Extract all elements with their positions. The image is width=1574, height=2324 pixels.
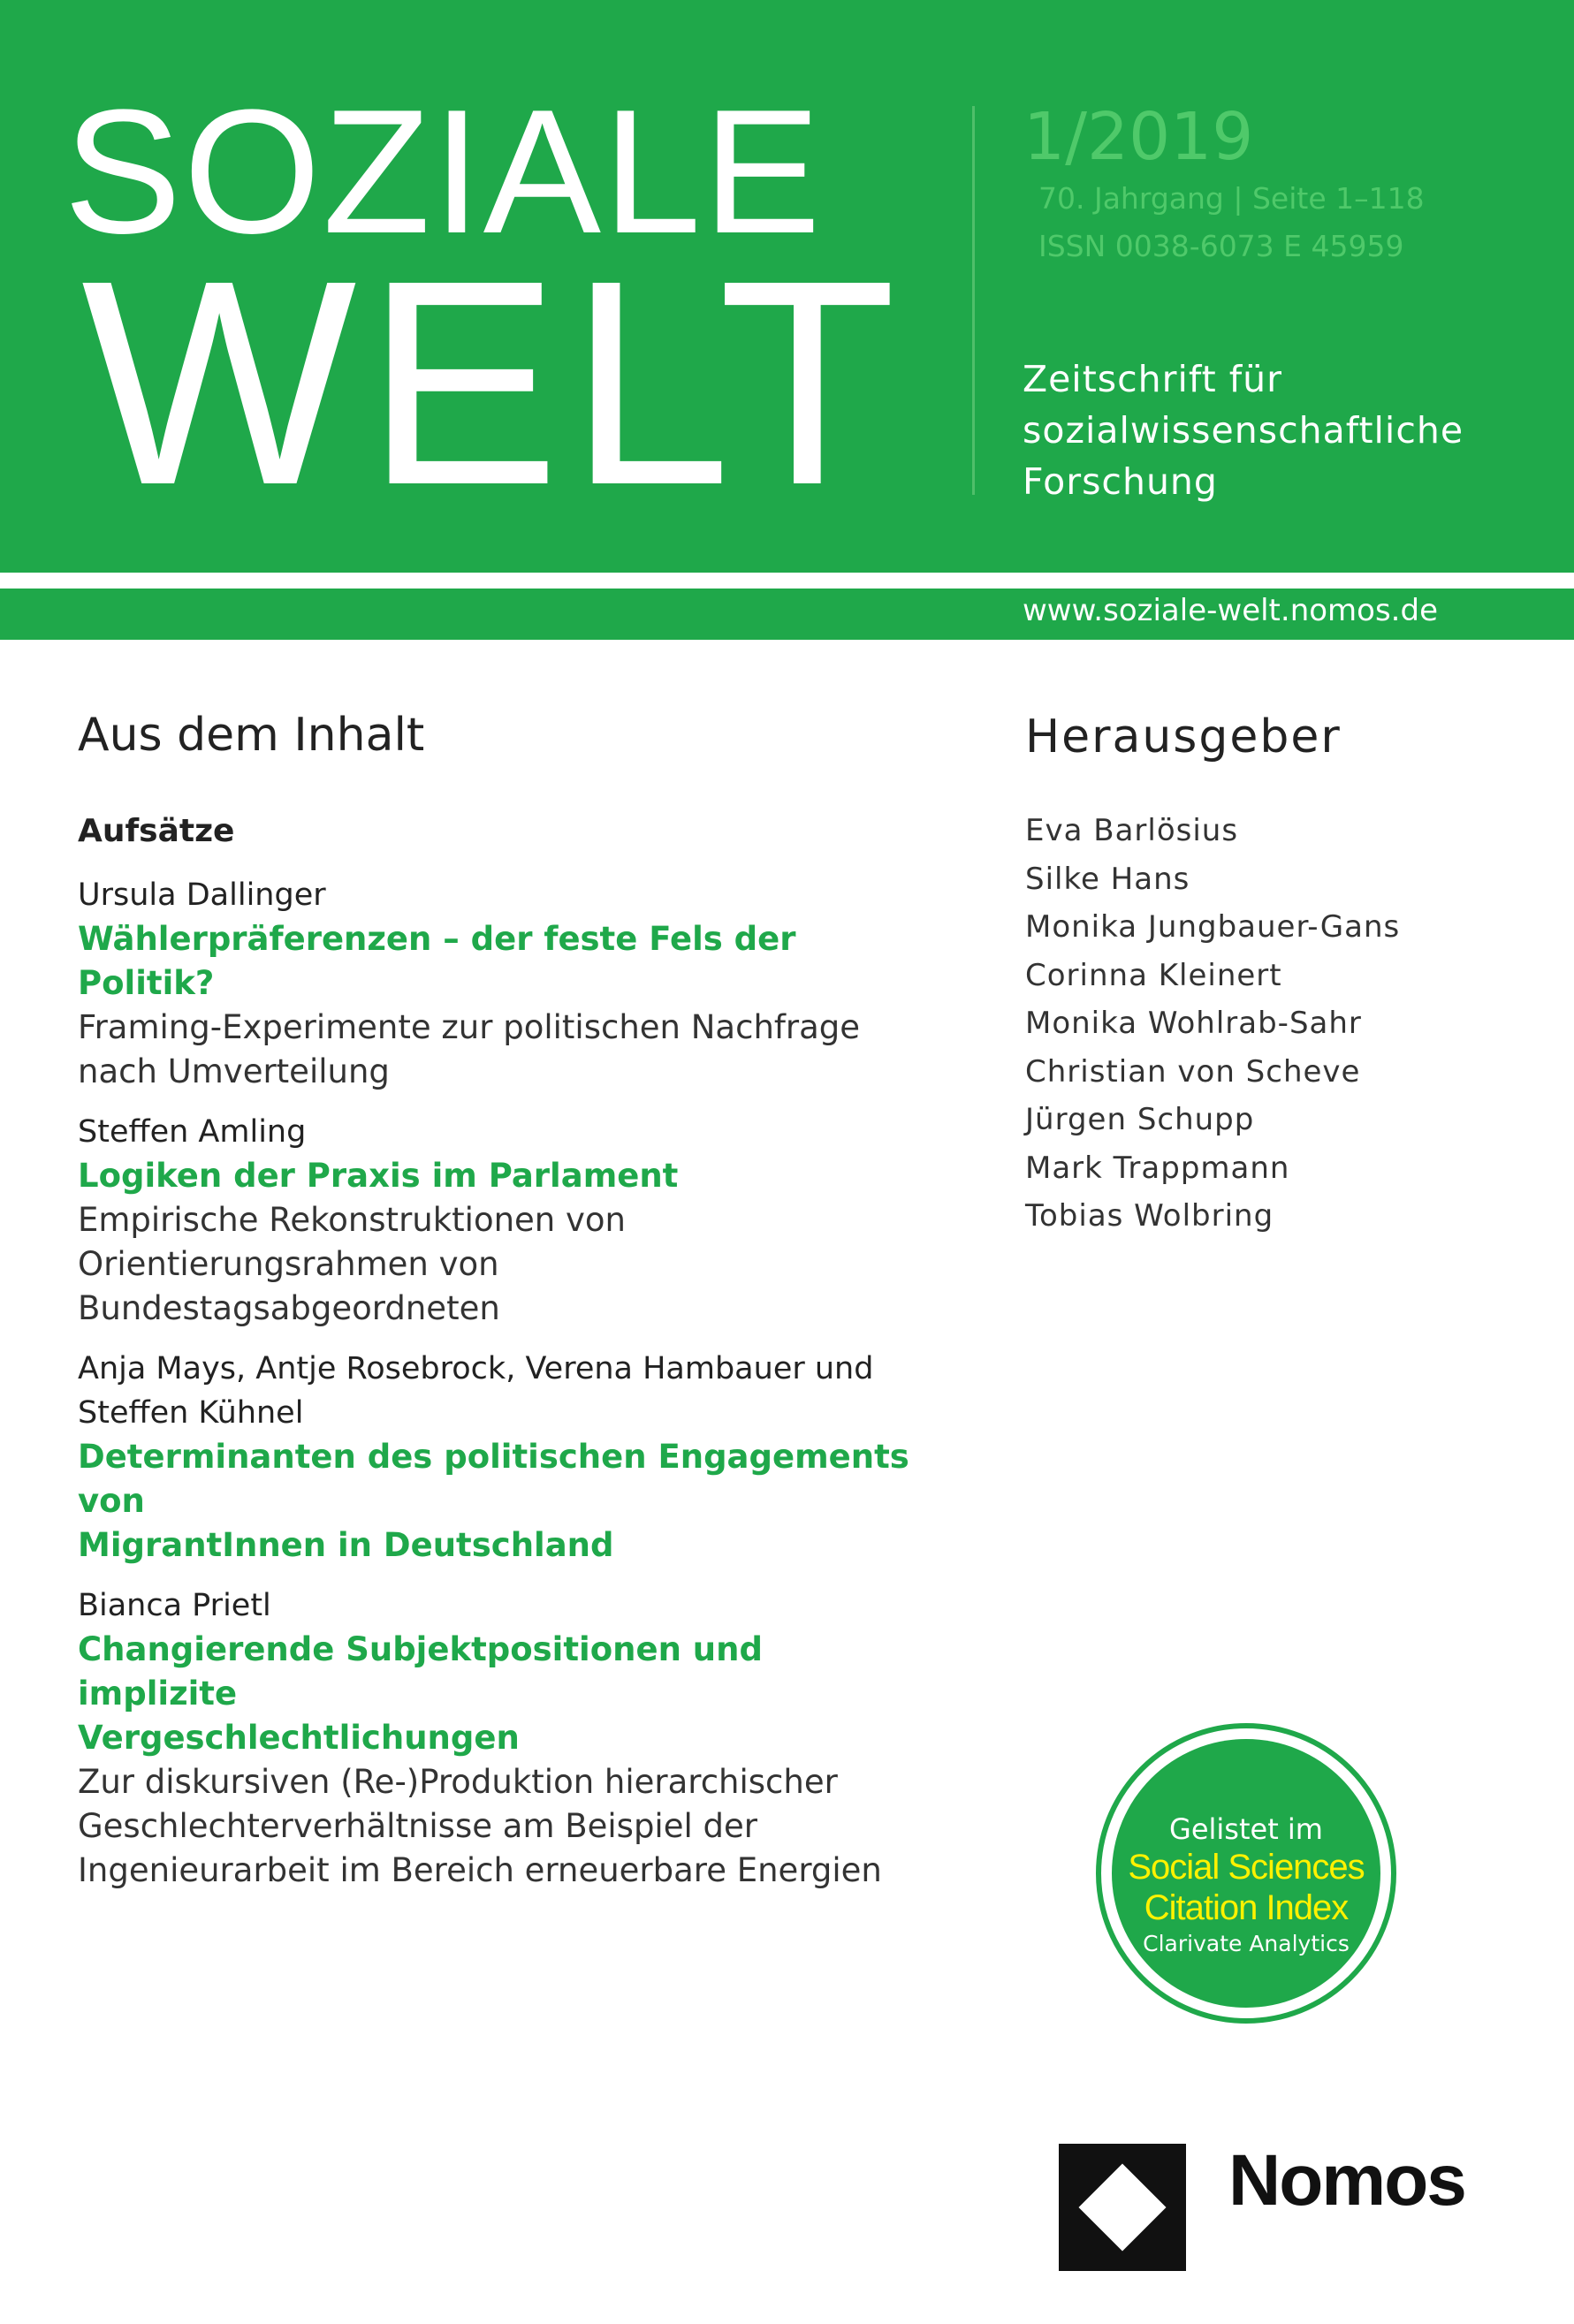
article-subtitle: Orientierungsrahmen von Bundestagsabgeordneten — [78, 1245, 500, 1327]
masthead — [0, 0, 1574, 573]
journal-subtitle — [1023, 353, 1553, 507]
ssci-badge-inner — [1112, 1739, 1380, 2008]
badge-line2: Social Sciences — [1128, 1848, 1365, 1887]
article-subtitle: Framing-Experimente zur politischen Nachfrage — [78, 1008, 861, 1046]
subtitle-line: Forschung — [1023, 460, 1218, 503]
article-subtitle: Ingenieurarbeit im Bereich erneuerbare Energien — [78, 1851, 882, 1889]
table-of-contents — [78, 809, 926, 1909]
article-entry — [78, 1584, 926, 1893]
editor-name: Mark Trappmann — [1025, 1150, 1290, 1186]
editors-heading: Herausgeber — [1025, 710, 1342, 763]
article-subtitle: nach Umverteilung — [78, 1052, 390, 1090]
article-subtitle: Geschlechterverhältnisse am Beispiel der — [78, 1807, 757, 1845]
article-title[interactable]: Vergeschlechtlichungen — [78, 1719, 520, 1757]
badge-line3: Citation Index — [1144, 1888, 1349, 1927]
issue-number: 1/2019 — [1023, 99, 1254, 175]
editor-name: Silke Hans — [1025, 861, 1190, 897]
article-author: Ursula Dallinger — [78, 877, 326, 913]
issn: ISSN 0038-6073 E 45959 — [1038, 229, 1404, 263]
editor-name: Jürgen Schupp — [1025, 1102, 1255, 1137]
subtitle-line: sozialwissenschaftliche — [1023, 409, 1464, 452]
publisher-name: Nomos — [1228, 2140, 1465, 2221]
article-list — [78, 873, 926, 1893]
diamond-shape — [1079, 2164, 1167, 2252]
article-author: Bianca Prietl — [78, 1588, 271, 1623]
article-title[interactable]: Determinanten des politischen Engagements von — [78, 1438, 909, 1520]
article-title[interactable]: Wählerpräferenzen – der feste Fels der Politik? — [78, 920, 796, 1002]
volume-pages: 70. Jahrgang | Seite 1–118 — [1038, 181, 1425, 216]
contents-heading: Aus dem Inhalt — [78, 709, 425, 762]
badge-line1: Gelistet im — [1169, 1812, 1323, 1846]
url-band — [0, 589, 1574, 640]
article-entry — [78, 1347, 926, 1568]
nomos-diamond-logo-icon — [1059, 2144, 1186, 2271]
article-entry — [78, 873, 926, 1094]
editor-name: Tobias Wolbring — [1025, 1198, 1274, 1234]
editor-name: Christian von Scheve — [1025, 1053, 1361, 1090]
article-subtitle: Zur diskursiven (Re-)Produktion hierarchischer — [78, 1763, 838, 1801]
journal-title-line2: WELT — [81, 219, 906, 545]
article-title[interactable]: MigrantInnen in Deutschland — [78, 1526, 614, 1564]
article-title[interactable]: Logiken der Praxis im Parlament — [78, 1157, 679, 1195]
ssci-badge — [1096, 1723, 1396, 2024]
article-subtitle: Empirische Rekonstruktionen von — [78, 1201, 626, 1239]
article-title[interactable]: Changierende Subjektpositionen und implizite — [78, 1630, 763, 1713]
editor-name: Monika Jungbauer-Gans — [1025, 909, 1401, 945]
section-label: Aufsätze — [78, 813, 235, 849]
subtitle-line: Zeitschrift für — [1023, 358, 1283, 400]
editor-list — [1025, 807, 1400, 1241]
editor-name: Corinna Kleinert — [1025, 957, 1282, 993]
editor-name: Eva Barlösius — [1025, 813, 1239, 848]
article-author: Steffen Kühnel — [78, 1395, 304, 1431]
editor-name: Monika Wohlrab-Sahr — [1025, 1006, 1362, 1041]
journal-url[interactable]: www.soziale-welt.nomos.de — [1023, 593, 1438, 628]
journal-title-line1: SOZIALE — [64, 73, 823, 270]
article-author: Steffen Amling — [78, 1114, 307, 1150]
article-entry — [78, 1110, 926, 1331]
masthead-divider — [972, 106, 975, 495]
badge-line4: Clarivate Analytics — [1143, 1931, 1350, 1956]
article-author: Anja Mays, Antje Rosebrock, Verena Hambauer und — [78, 1351, 874, 1386]
